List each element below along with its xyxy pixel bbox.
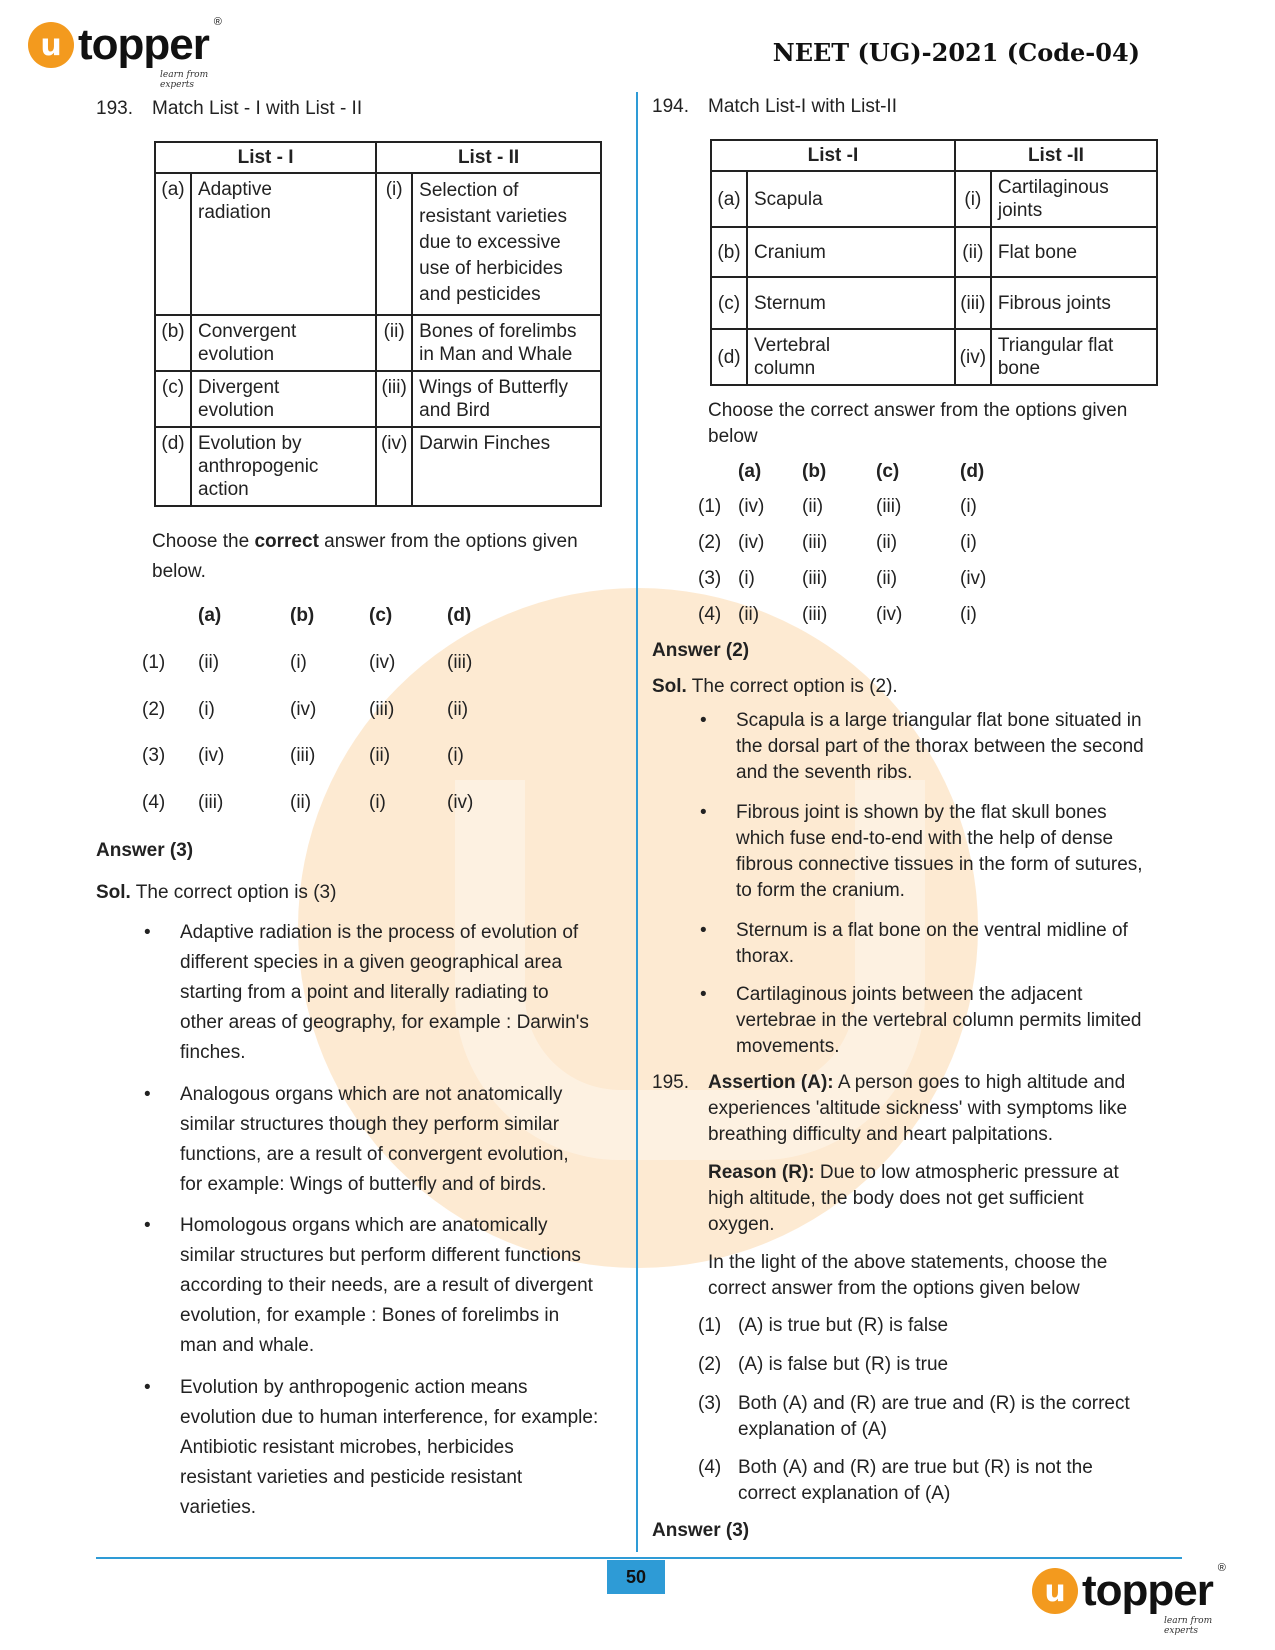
list1-cell: Vertebral column xyxy=(747,329,955,385)
row-label: (iv) xyxy=(376,427,412,506)
q194-number: 194. xyxy=(652,96,689,117)
logo-badge-icon: u xyxy=(28,22,74,68)
q193-choose-text: Choose the correct answer from the options given below. xyxy=(152,531,578,582)
q195-option-2[interactable]: (2) (A) is false but (R) is true xyxy=(698,1354,949,1375)
row-label: (ii) xyxy=(376,315,412,371)
q193-number: 193. xyxy=(96,98,133,119)
list1-cell: Sternum xyxy=(747,277,955,329)
row-label: (c) xyxy=(155,371,191,427)
q194-answer: Answer (2) xyxy=(652,640,750,661)
table-row xyxy=(155,315,601,371)
list1-cell: Adaptive radiation xyxy=(191,173,376,315)
list1-cell: Evolution by anthropogenic action xyxy=(191,427,376,506)
row-label: (a) xyxy=(711,171,747,227)
list2-cell: Darwin Finches xyxy=(412,427,601,506)
row-label: (iii) xyxy=(376,371,412,427)
list1-cell: Scapula xyxy=(747,171,955,227)
q194-list1-header: List -I xyxy=(711,140,955,171)
row-label: (d) xyxy=(155,427,191,506)
logo-text: topper xyxy=(78,20,209,69)
logo-badge-icon: u xyxy=(1032,1568,1078,1614)
q193-question: Match List - I with List - II xyxy=(152,98,363,119)
row-label: (iii) xyxy=(955,277,991,329)
row-label: (i) xyxy=(376,173,412,315)
row-label: (b) xyxy=(711,227,747,277)
list1-cell: Cranium xyxy=(747,227,955,277)
q193-match-table xyxy=(154,141,602,507)
logo-tagline: learn from experts xyxy=(160,70,209,90)
q194-list2-header: List -II xyxy=(955,140,1157,171)
table-row xyxy=(155,173,601,315)
logo-registered-mark: ® xyxy=(213,16,221,28)
footer-rule xyxy=(96,1557,1182,1559)
q195-choose-text: In the light of the above statements, choose the correct answer from the options given below xyxy=(708,1252,1108,1299)
row-label: (ii) xyxy=(955,227,991,277)
q195-assertion: Assertion (A): A person goes to high altitude and experiences 'altitude sickness' with symptoms like breathing difficulty and heart palpitations. xyxy=(708,1072,1128,1145)
table-row xyxy=(711,171,1157,227)
q194-solution: Sol. The correct option is (2). xyxy=(652,676,898,697)
row-label: (i) xyxy=(955,171,991,227)
list2-cell: Bones of forelimbs in Man and Whale xyxy=(412,315,601,371)
q194-match-table xyxy=(710,139,1158,386)
q195-answer: Answer (3) xyxy=(652,1520,750,1541)
q195-reason: Reason (R): Due to low atmospheric pressure at high altitude, the body does not get sufficient oxygen. xyxy=(708,1162,1119,1235)
row-label: (c) xyxy=(711,277,747,329)
q195-number: 195. xyxy=(652,1072,689,1093)
q194-choose-text: Choose the correct answer from the options given below xyxy=(708,400,1128,447)
header-logo xyxy=(28,16,221,90)
logo-wordmark xyxy=(78,16,221,70)
footer-logo xyxy=(1032,1562,1225,1636)
row-label: (a) xyxy=(155,173,191,315)
q193-answer: Answer (3) xyxy=(96,840,194,861)
q193-solution: Sol. The correct option is (3) xyxy=(96,882,337,903)
table-row xyxy=(711,227,1157,277)
list2-cell: Selection of resistant varieties due to excessive use of herbicides and pesticides xyxy=(412,173,601,315)
row-label: (d) xyxy=(711,329,747,385)
logo-registered-mark: ® xyxy=(1217,1562,1225,1574)
column-divider xyxy=(636,92,638,1552)
row-label: (b) xyxy=(155,315,191,371)
table-row xyxy=(711,329,1157,385)
q193-list2-header: List - II xyxy=(376,142,601,173)
table-row xyxy=(155,427,601,506)
q195-option-1[interactable]: (1) (A) is true but (R) is false xyxy=(698,1315,949,1336)
table-row xyxy=(155,371,601,427)
list2-cell: Cartilaginous joints xyxy=(991,171,1157,227)
q194-question: Match List-I with List-II xyxy=(708,96,897,117)
list2-cell: Wings of Butterfly and Bird xyxy=(412,371,601,427)
page-number: 50 xyxy=(607,1560,665,1594)
table-row xyxy=(711,277,1157,329)
exam-title: NEET (UG)-2021 (Code-04) xyxy=(772,38,1140,67)
q193-list1-header: List - I xyxy=(155,142,376,173)
logo-wordmark xyxy=(1082,1562,1225,1616)
list2-cell: Triangular flat bone xyxy=(991,329,1157,385)
q195-option-4[interactable]: (4) Both (A) and (R) are true but (R) is not the correct explanation of (A) xyxy=(698,1457,1093,1504)
list2-cell: Fibrous joints xyxy=(991,277,1157,329)
row-label: (iv) xyxy=(955,329,991,385)
list1-cell: Divergent evolution xyxy=(191,371,376,427)
logo-text: topper xyxy=(1082,1566,1213,1615)
q195-option-3[interactable]: (3) Both (A) and (R) are true and (R) is the correct explanation of (A) xyxy=(698,1393,1130,1440)
logo-tagline: learn from experts xyxy=(1164,1616,1213,1636)
list2-cell: Flat bone xyxy=(991,227,1157,277)
list1-cell: Convergent evolution xyxy=(191,315,376,371)
